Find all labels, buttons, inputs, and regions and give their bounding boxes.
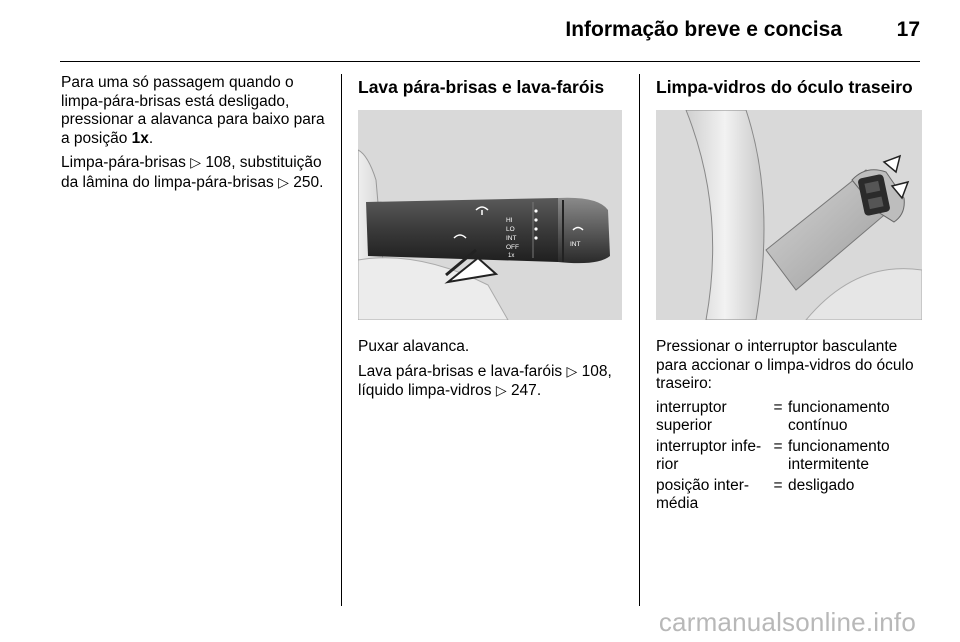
lever-label-lo: LO (506, 226, 515, 233)
wiper-lever-illustration (358, 110, 622, 320)
definition-equals: = (773, 476, 783, 494)
arrow-triangle-icon: ▷ (190, 154, 201, 170)
lever-label-hi: HI (506, 217, 513, 224)
page-header (0, 0, 960, 62)
arrow-triangle-icon: ▷ (495, 382, 507, 398)
lever-label-off: OFF (506, 244, 519, 251)
column-divider-1 (341, 74, 342, 606)
header-rule (60, 61, 920, 62)
section-heading-washer: Lava pára-brisas e lava-faróis (358, 77, 605, 97)
column-2 (358, 74, 623, 406)
caption-pull-lever: Puxar alavanca. (358, 338, 470, 355)
definition-desc: funcionamento contínuo (788, 398, 890, 434)
section-heading-rear-wiper: Limpa-vidros do óculo traseiro (656, 77, 913, 97)
watermark: carmanualsonline.info (658, 607, 916, 637)
definition-row (656, 438, 922, 477)
column-3 (656, 74, 922, 516)
rear-wiper-definitions (656, 399, 922, 516)
paragraph-wiper-refs: Limpa-pára-brisas ▷ 108, substituição da lâmina do limpa-pára-brisas ▷ 250. (61, 154, 324, 191)
column-1 (61, 74, 333, 197)
definition-equals: = (773, 398, 783, 416)
page-ref-link[interactable]: 250 (293, 173, 320, 191)
page-ref-link[interactable]: 108 (205, 154, 232, 171)
arrow-triangle-icon: ▷ (566, 362, 578, 379)
definition-term: interruptor infe-rior (656, 437, 762, 473)
page-ref-link[interactable]: 108 (581, 362, 608, 380)
rear-wiper-switch-illustration (656, 110, 922, 320)
definition-desc: funcionamento intermitente (788, 437, 890, 473)
arrow-triangle-icon: ▷ (278, 173, 289, 190)
definition-row (656, 399, 922, 438)
paragraph-washer-refs: Lava pára-brisas e lava-faróis ▷ 108, líquido limpa-vidros ▷ 247. (358, 362, 612, 399)
definition-desc: desligado (788, 476, 855, 494)
knob-label-int: INT (570, 241, 581, 248)
header-title: Informação breve e concisa (565, 18, 842, 41)
column-divider-2 (639, 74, 640, 606)
caption-rear-wiper: Pressionar o interruptor basculante para accionar o limpa-vidros do óculo traseiro: (656, 338, 914, 392)
lever-label-1x: 1x (508, 253, 515, 259)
definition-term: interruptor superior (656, 398, 727, 434)
definition-row (656, 477, 922, 516)
position-label-1x: 1x (131, 129, 149, 147)
page-number: 17 (896, 18, 920, 41)
paragraph-single-wipe: Para uma só passagem quando o limpa-pára-brisas está desligado, pressionar a alavanca para baixo para a posição 1x. (61, 74, 325, 147)
page-ref-link[interactable]: 247 (510, 382, 537, 399)
lever-label-int: INT (506, 235, 517, 242)
definition-term: posição inter-média (656, 476, 750, 512)
definition-equals: = (773, 437, 783, 455)
